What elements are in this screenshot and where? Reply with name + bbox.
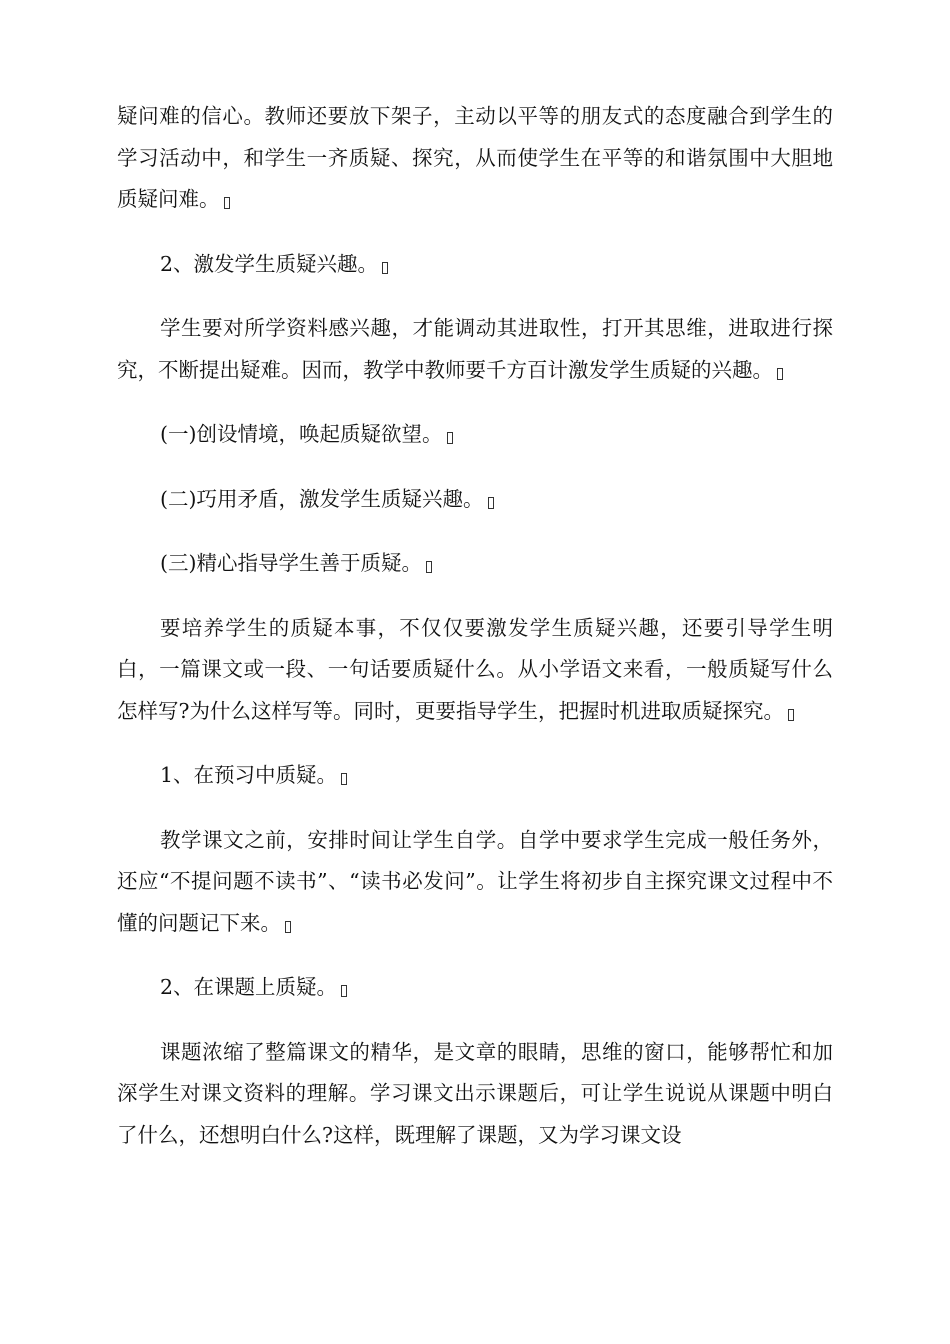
paragraph-mark-icon (777, 368, 783, 380)
paragraph-mark-icon (341, 773, 347, 785)
paragraph: 教学课文之前，安排时间让学生自学。自学中要求学生完成一般任务外，还应“不提问题不读书”、“读书必发问”。让学生将初步自主探究课文过程中不懂的问题记下来。 (117, 827, 833, 935)
paragraph: 1、在预习中质疑。 (117, 755, 833, 797)
paragraph-mark-icon (382, 262, 388, 274)
paragraph: 2、激发学生质疑兴趣。 (117, 244, 833, 286)
paragraph: 课题浓缩了整篇课文的精华，是文章的眼睛，思维的窗口，能够帮忙和加深学生对课文资料的理解。学习课文出示课题后，可让学生说说从课题中明白了什么，还想明白什么?这样，既理解了课题，又为学习课文设 (117, 1039, 833, 1147)
paragraph-mark-icon (788, 709, 794, 721)
paragraph: 疑问难的信心。教师还要放下架子，主动以平等的朋友式的态度融合到学生的学习活动中，和学生一齐质疑、探究，从而使学生在平等的和谐氛围中大胆地质疑问难。 (117, 104, 833, 211)
paragraph-mark-icon (341, 985, 347, 997)
paragraph: (三)精心指导学生善于质疑。 (117, 543, 833, 585)
paragraph: 要培养学生的质疑本事，不仅仅要激发学生质疑兴趣，还要引导学生明白，一篇课文或一段、一句话要质疑什么。从小学语文来看，一般质疑写什么怎样写?为什么这样写等。同时，更要指导学生，把握时机进取质疑探究。 (117, 615, 833, 723)
paragraph: 2、在课题上质疑。 (117, 967, 833, 1009)
paragraph: (一)创设情境，唤起质疑欲望。 (117, 414, 833, 456)
paragraph: 学生要对所学资料感兴趣，才能调动其进取性，打开其思维，进取进行探究，不断提出疑难。因而，教学中教师要千方百计激发学生质疑的兴趣。 (117, 316, 833, 382)
paragraph-mark-icon (224, 197, 230, 209)
paragraph-mark-icon (447, 432, 453, 444)
paragraph-mark-icon (488, 497, 494, 509)
paragraph-mark-icon (426, 561, 432, 573)
paragraph: (二)巧用矛盾，激发学生质疑兴趣。 (117, 479, 833, 521)
paragraph-mark-icon (285, 921, 291, 933)
document-page (117, 96, 833, 1179)
